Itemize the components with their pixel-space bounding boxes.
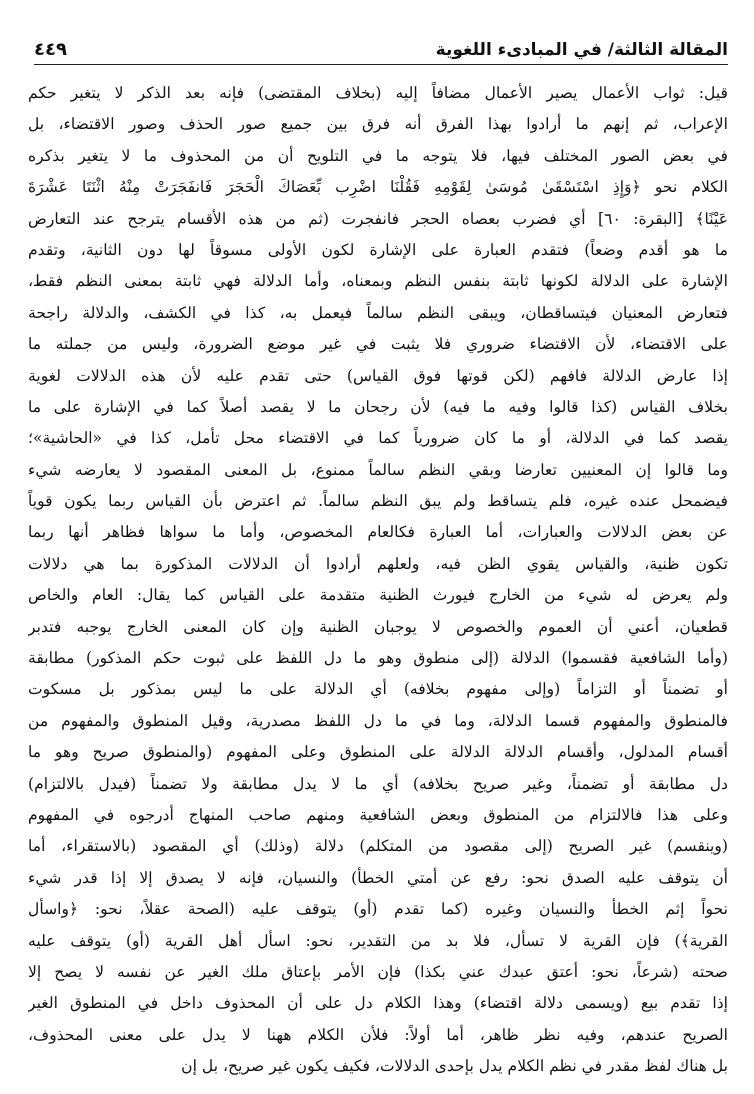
text-line: ولم يعرض له شيء من الخارج فيورث الظنية متقدمة على القياس كما يقال: العام والخاص	[28, 586, 728, 605]
text-line: أن يتوقف عليه الصدق نحو: رفع عن أمتي الخطأ) والنسيان، فإنه لا يصدق إلا إذا قدر شيء	[28, 868, 728, 887]
text-line: فالمنطوق والمفهوم قسما الدلالة، وما في ما دل اللفظ مصدرية، وقيل المنطوق والمفهوم من	[28, 711, 728, 730]
text-line: أو تضمناً أو التزاماً (وإلى مفهوم بخلافه) أي الدلالة على ما ليس بمذكور بل مسكوت	[28, 680, 728, 699]
text-line: دل مطابقة أو تضمناً، وغير صريح بخلافه) أي ما لا يدل مطابقة ولا تضمناً (فيدل بالالتزام)	[28, 774, 728, 793]
page-number: ٤٤٩	[34, 39, 67, 60]
text-line: عن بعض الدلالات والعبارات، أما العبارة فكالعام المخصوص، وأما ما سواها فظاهر أنها ربما	[28, 523, 728, 542]
text-line: وعلى هذا فالالتزام من المنطوق وبعض الشافعية ومنهم صاحب المنهاج أدرجوه في المفهوم	[28, 805, 728, 824]
text-line: ما هو أقدم وضعاً) فتقدم العبارة على الإشارة لكون الأولى مسوقاً لها دون الثانية، وتقدم	[28, 240, 728, 259]
text-line: بخلاف القياس (كذا قالوا وفيه ما فيه) لأن رجحان ما لا يقصد أصلاً كما في الإشارة على ما	[28, 397, 728, 416]
text-line: (وأما الشافعية فقسموا) الدلالة (إلى منطوق وهو ما دل اللفظ على ثبوت حكم المذكور) مطابقة	[28, 649, 728, 668]
text-line: (وينقسم) غير الصريح (إلى مقصود من المتكلم) دلالة (وذلك) أي المقصود (بالاستقراء، أما	[28, 837, 728, 856]
text-line: صحته (شرعاً، نحو: أعتق عبدك عني بكذا) فإن الأمر بإعتاق ملك الغير عن نفسه لا يصح إلا	[28, 962, 728, 981]
text-line: عَيْنًا﴾ [البقرة: ٦٠] أي فضرب بعصاه الحجر فانفجرت (ثم من هذه الأقسام يترجح عند التعارض	[28, 209, 728, 228]
text-line: على الاقتضاء، لأن الاقتضاء ضروري فلا يثبت في غير موضع الضرورة، وليس من جملته ما	[28, 335, 728, 354]
text-line: إذا عارض الدلالة فافهم (لكن قوتها فوق القياس) حتى تقدم عليه لأن هذه الدلالات لغوية	[28, 366, 728, 385]
text-line: تكون ظنية، والقياس يقوي الظن فيه، ولعلهم أرادوا أن الدلالات المذكورة بما هي دلالات	[28, 554, 728, 573]
header-rule	[34, 64, 728, 65]
text-line: قطعيان، أعني أن العموم والخصوص لا يوجبان الظنية وإن كان المعنى الخارج يوجبه فتدبر	[28, 617, 728, 636]
running-title: المقالة الثالثة/ في المبادىء اللغوية	[435, 40, 728, 60]
text-line: القرية﴾) فإن القرية لا تسأل، فلا بد من التقدير، نحو: اسأل أهل القرية (أو) يتوقف عليه	[28, 931, 728, 950]
text-line: الإعراب، ثم إنهم ما أرادوا بهذا الفرق أنه فرق بين جميع صور الحذف وصور الاقتضاء، بل	[28, 115, 728, 134]
text-line: نحواً إثم الخطأ والنسيان وغيره (كما تقدم (أو) يتوقف عليه (الصحة عقلاً، نحو: ﴿واسأل	[28, 900, 728, 919]
text-line: الصريح عندهم، وفيه نظر ظاهر، أما أولاً: فلأن الكلام ههنا لا يدل على معنى المحذوف،	[28, 1025, 728, 1044]
body-text	[28, 78, 728, 1083]
text-line: في بعض الصور المختلف فيها، فلا يتوجه ما في التلويح أن من المحذوف ما لا يتغير بذكره	[28, 146, 728, 165]
text-line: قيل: ثواب الأعمال يصير الأعمال مضافاً إليه (بخلاف المقتضى) فإنه بعد الذكر لا يتغير حكم	[28, 84, 728, 102]
text-line: يقصد كما في الدلالة، أو ما كان ضرورياً كما في الاقتضاء محل تأمل، كذا في «الحاشية»؛	[28, 429, 728, 448]
text-line: الكلام نحو ﴿وَإِذِ اسْتَسْقَىٰ مُوسَىٰ لِقَوْمِهِ فَقُلْنَا اضْرِب بِّعَصَاكَ الْحَجَرَ فَانفَجَرَتْ مِنْهُ اثْنَتَا عَشْرَةَ	[28, 178, 728, 197]
text-line: بل هناك لفظ مقدر في نظم الكلام يدل بإحدى الدلالات، فكيف يكون غير صريح، بل إن	[181, 1057, 728, 1076]
text-line: إذا تقدم بيع (ويسمى دلالة اقتضاء) وهذا الكلام دل على أن المحذوف داخل في المنطوق الغير	[28, 994, 728, 1013]
text-line: فتعارض المعنيان فيتساقطان، ويبقى النظم سالماً فيعمل به، كذا في الكشف، والدلالة راجحة	[28, 303, 728, 322]
text-line: وما قالوا إن المعنيين تعارضا وبقي النظم سالماً ممنوع، بل المعنى المقصود لا يعارضه شيء	[28, 460, 728, 479]
page-header	[34, 34, 728, 60]
text-line: أقسام المدلول، وأقسام الدلالة الدلالة على المنطوق وعلى المفهوم (والمنطوق صريح وهو ما	[28, 743, 728, 762]
text-line: الإشارة على الدلالة لكونها ثابتة بنفس النظم وبمعناه، وأما الدلالة فهي ثابتة بمعنى النظم فقط،	[28, 272, 728, 291]
text-line: فيضمحل عنده غيره، فلم يتساقط ولم يبق النظم سالماً. ثم اعترض بأن القياس ربما يكون قوياً	[28, 492, 728, 511]
